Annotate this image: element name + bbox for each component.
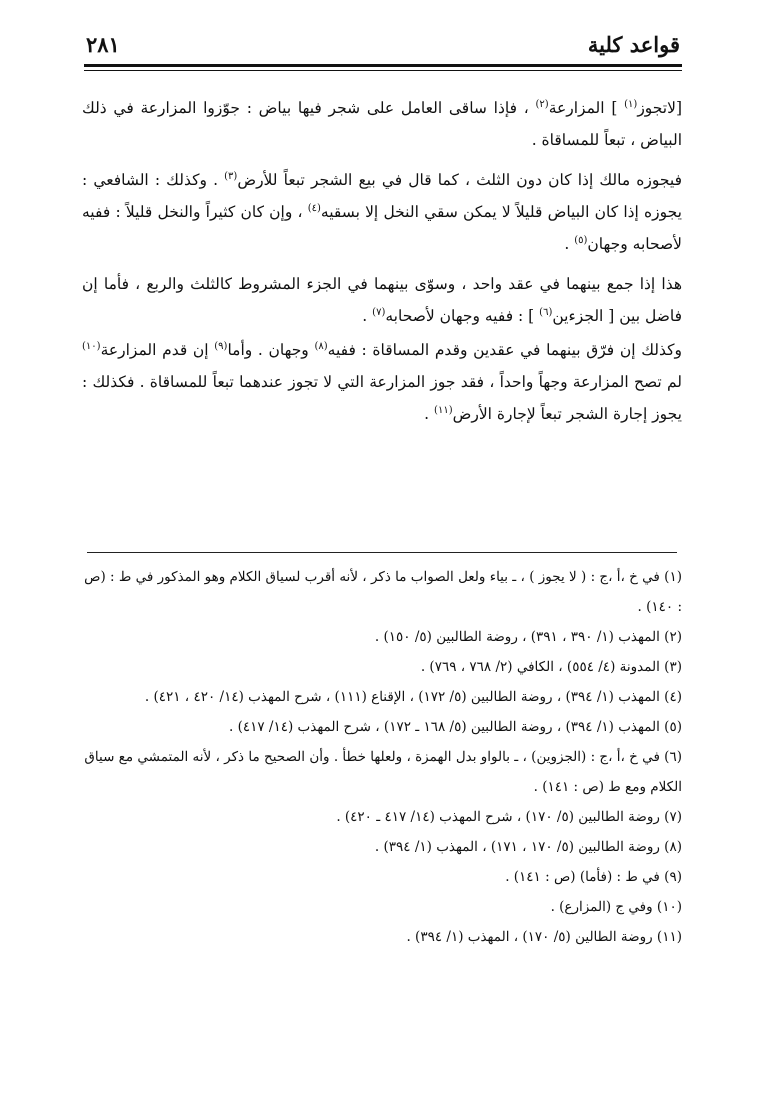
footnote-ref: (٥) bbox=[574, 234, 588, 246]
paragraph-2 bbox=[82, 164, 682, 260]
footnote-ref: (١١) bbox=[434, 404, 453, 416]
page-number: ٢٨١ bbox=[86, 32, 120, 57]
footnote-ref: (٣) bbox=[224, 170, 238, 182]
footnote-8: (٨) روضة الطالبين (٥/ ١٧٠ ، ١٧١) ، المهذب (١/ ٣٩٤) . bbox=[374, 839, 682, 855]
footnote-ref: (٤) bbox=[307, 202, 321, 214]
text-run: ] : ففيه وجهان لأصحابه bbox=[385, 307, 535, 325]
text-run: . bbox=[362, 307, 368, 325]
text-run: وجهان . وأما bbox=[227, 341, 309, 359]
footnote-separator bbox=[87, 552, 677, 553]
text-run: إن قدم المزارعة bbox=[100, 341, 209, 359]
main-text bbox=[82, 92, 682, 438]
text-run: ] المزارعة bbox=[548, 99, 618, 117]
footnote-ref: (٨) bbox=[314, 340, 328, 352]
paragraph-4 bbox=[82, 334, 682, 430]
footnote-5: (٥) المهذب (١/ ٣٩٤) ، روضة الطالبين (٥/ ١٦٨ ـ ١٧٢) ، شرح المهذب (١٤/ ٤١٧) . bbox=[228, 719, 682, 735]
header-rule-thin bbox=[84, 70, 682, 71]
footnote-3: (٣) المدونة (٤/ ٥٥٤) ، الكافي (٢/ ٧٦٨ ، ٧٦٩) . bbox=[420, 659, 682, 675]
text-run: ، فإذا ساقى العامل على شجر فيها بياض : جوّزوا المزارعة في ذلك البياض ، تبعاً للمساقاة . bbox=[82, 99, 682, 149]
text-run: . bbox=[564, 235, 570, 253]
page-header bbox=[84, 30, 682, 62]
header-rule-thick bbox=[84, 64, 682, 67]
text-run: ، وإن كان كثيراً والنخل قليلاً : ففيه لأصحابه وجهان bbox=[82, 203, 682, 253]
paragraph-3 bbox=[82, 268, 682, 332]
footnote-6: (٦) في خ ،أ ،ج : (الجزوين) ، ـ بالواو بدل الهمزة ، ولعلها خطأ . وأن الصحيح ما ذكر ، لأنه المتمشي مع سياق الكلام ومع ط (ص : ١٤١) . bbox=[84, 749, 682, 795]
text-run: وكذلك إن فرّق بينهما في عقدين وقدم المساقاة : ففيه bbox=[327, 341, 682, 359]
text-run: . bbox=[424, 405, 430, 423]
running-title: قواعد كلية bbox=[587, 32, 680, 57]
footnote-ref: (١) bbox=[624, 98, 638, 110]
footnote-ref: (٩) bbox=[214, 340, 228, 352]
footnotes bbox=[82, 562, 682, 952]
footnote-7: (٧) روضة الطالبين (٥/ ١٧٠) ، شرح المهذب (١٤/ ٤١٧ ـ ٤٢٠) . bbox=[336, 809, 682, 825]
text-run: هذا إذا جمع بينهما في عقد واحد ، وسوّى بينهما في الجزء المشروط كالثلث والربع ، فأما إن فاضل بين [ الجزءين bbox=[82, 275, 682, 325]
text-run: لم تصح المزارعة وجهاً واحداً ، فقد جوز المزارعة التي لا تجوز عندهما تبعاً للمساقاة . فكذلك : يجوز إجارة الشجر تبعاً لإجارة الأرض bbox=[82, 373, 682, 423]
paragraph-1 bbox=[82, 92, 682, 156]
footnote-11: (١١) روضة الطالين (٥/ ١٧٠) ، المهذب (١/ ٣٩٤) . bbox=[406, 929, 682, 945]
text-run: . وكذلك : الشافعي : يجوزه إذا كان البياض قليلاً لا يمكن سقي النخل إلا بسقيه bbox=[82, 171, 682, 221]
footnote-ref: (٦) bbox=[539, 306, 553, 318]
text-run: [لاتجوز bbox=[637, 99, 683, 117]
footnote-9: (٩) في ط : (فأما) (ص : ١٤١) . bbox=[505, 869, 682, 885]
footnote-4: (٤) المهذب (١/ ٣٩٤) ، روضة الطالبين (٥/ ١٧٢) ، الإقناع (١١١) ، شرح المهذب (١٤/ ٤٢٠ ، ٤٢١) . bbox=[144, 689, 682, 705]
footnote-10: (١٠) وفي ج (المزارع) . bbox=[550, 899, 682, 915]
footnote-2: (٢) المهذب (١/ ٣٩٠ ، ٣٩١) ، روضة الطالبين (٥/ ١٥٠) . bbox=[374, 629, 682, 645]
footnote-ref: (١٠) bbox=[82, 340, 101, 352]
footnote-1: (١) في خ ،أ ،ج : ( لا يجوز ) ، ـ بياء ولعل الصواب ما ذكر ، لأنه أقرب لسياق الكلام وهو المذكور في ط : (ص : ١٤٠) . bbox=[84, 569, 682, 615]
text-run: فيجوزه مالك إذا كان دون الثلث ، كما قال في بيع الشجر تبعاً للأرض bbox=[237, 171, 682, 189]
footnote-ref: (٧) bbox=[372, 306, 386, 318]
footnote-ref: (٢) bbox=[535, 98, 549, 110]
